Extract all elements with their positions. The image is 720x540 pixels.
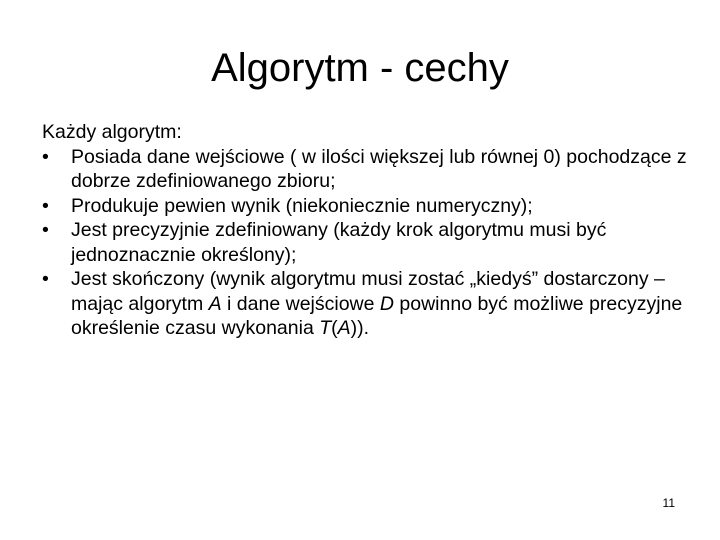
italic-symbol: T (319, 317, 332, 339)
bullet-item-definite (42, 218, 692, 267)
bullet-icon: • (42, 268, 49, 290)
text-segment: i dane wejściowe (221, 292, 380, 315)
intro-text: Każdy algorytm: (42, 121, 182, 143)
bullet-item-output (42, 194, 692, 219)
bullet-item-finite (42, 267, 692, 341)
bullet-item-input (42, 145, 692, 194)
slide-title: Algorytm - cechy (211, 46, 509, 90)
bullet-icon: • (42, 219, 49, 241)
bullet-icon: • (42, 194, 49, 217)
bullet-icon: • (42, 145, 49, 168)
page-number: 11 (662, 496, 675, 510)
bullet-text: Posiada dane wejściowe ( w ilości większej lub równej 0) pochodzące z dobrze zdefiniowanego zbioru; (71, 145, 687, 192)
italic-symbol: D (379, 292, 394, 315)
text-segment: Jest skończony (wynik algorytmu musi zostać „kiedyś” dostarczony – mając algorytm (71, 268, 665, 315)
slide-body (42, 120, 692, 341)
italic-symbol: A (208, 292, 222, 315)
bullet-text (71, 268, 682, 339)
bullet-text: Produkuje pewien wynik (niekoniecznie numeryczny); (71, 194, 533, 217)
bullet-list (42, 145, 692, 341)
text-segment: )). (350, 317, 370, 339)
text-segment: powinno być możliwe precyzyjne określenie czasu wykonania (71, 292, 683, 339)
italic-symbol: A (337, 317, 351, 339)
bullet-text: Jest precyzyjnie zdefiniowany (każdy krok algorytmu musi być jednoznacznie określony); (71, 219, 607, 266)
text-segment: ( (331, 317, 338, 339)
